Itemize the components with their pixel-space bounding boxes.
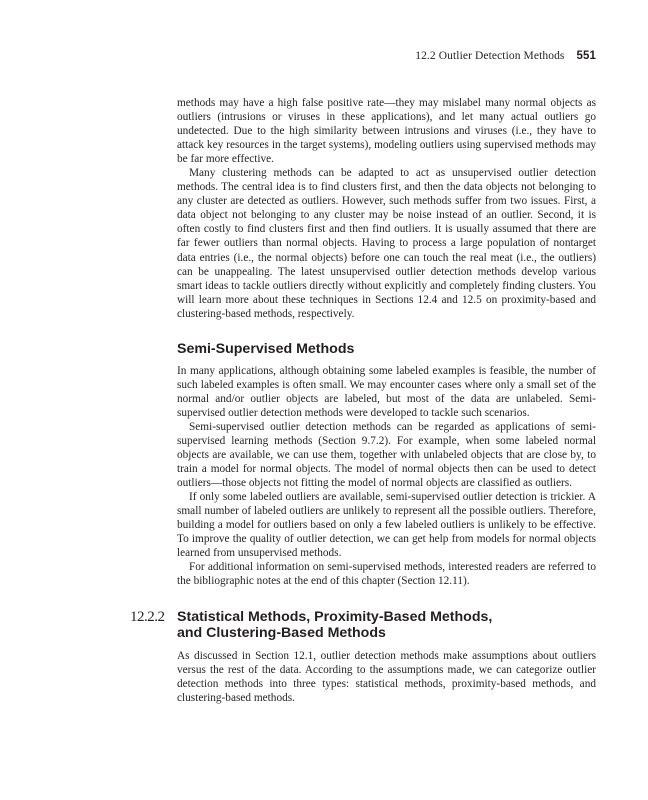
paragraph: For additional information on semi-supervised methods, interested readers are referred to the bibliographic notes at the end of this chapter (Section 12.11).	[177, 561, 596, 588]
section-title-line: Statistical Methods, Proximity-Based Methods,	[177, 608, 493, 625]
paragraph: methods may have a high false positive rate—they may mislabel many normal objects as outliers (intrusions or viruses in these applications), and let many actual outliers go undetected. Due to the high similarity between intrusions and viruses (i.e., they have to attack key resources in the target systems), modeling outliers using supervised methods may be far more effective.	[177, 97, 596, 166]
subsection-heading: Semi-Supervised Methods	[177, 340, 355, 357]
paragraph: If only some labeled outliers are available, semi-supervised outlier detection is trickier. A small number of labeled outliers are unlikely to represent all the possible outliers. Therefore, building a model for outliers based on only a few labeled outliers is unlikely to be effective. To improve the quality of outlier detection, we can get help from models for normal objects learned from unsupervised methods.	[177, 491, 596, 560]
section-title-line: and Clustering-Based Methods	[177, 624, 386, 641]
page-number: 551	[576, 50, 596, 62]
paragraph: As discussed in Section 12.1, outlier detection methods make assumptions about outliers versus the rest of the data. According to the assumptions made, we can categorize outlier detection methods into three types: statistical methods, proximity-based methods, and clustering-based methods.	[177, 649, 596, 704]
section-heading	[130, 608, 596, 641]
running-head	[415, 50, 596, 62]
running-head-section: 12.2 Outlier Detection Methods	[415, 50, 565, 62]
paragraph: Semi-supervised outlier detection methods can be regarded as applications of semi-supervised learning methods (Section 9.7.2). For example, when some labeled normal objects are available, we can use them, together with unlabeled objects that are close by, to train a model for normal objects. The model of normal objects then can be used to detect outliers—those objects not fitting the model of normal objects are classified as outliers.	[177, 420, 596, 490]
page-body	[130, 96, 596, 705]
section-number: 12.2.2	[130, 608, 165, 625]
paragraph: Many clustering methods can be adapted to act as unsupervised outlier detection methods. The central idea is to find clusters first, and then the data objects not belonging to any cluster are detected as outliers. However, such methods suffer from two issues. First, a data object not belonging to any cluster may be noise instead of an outlier. Second, it is often costly to find clusters first and then find outliers. It is usually assumed that there are far fewer outliers than normal objects. Having to process a large population of nontarget data entries (i.e., the normal objects) before one can touch the real meat (i.e., the outliers) can be unappealing. The latest unsupervised outlier detection methods develop various smart ideas to tackle outliers directly without explicitly and completely finding clusters. You will learn more about these techniques in Sections 12.4 and 12.5 on proximity-based and clustering-based methods, respectively.	[177, 167, 596, 320]
paragraph: In many applications, although obtaining some labeled examples is feasible, the number of such labeled examples is often small. We may encounter cases where only a small set of the normal and/or outlier objects are labeled, but most of the data are unlabeled. Semi-supervised outlier detection methods were developed to tackle such scenarios.	[177, 364, 596, 419]
